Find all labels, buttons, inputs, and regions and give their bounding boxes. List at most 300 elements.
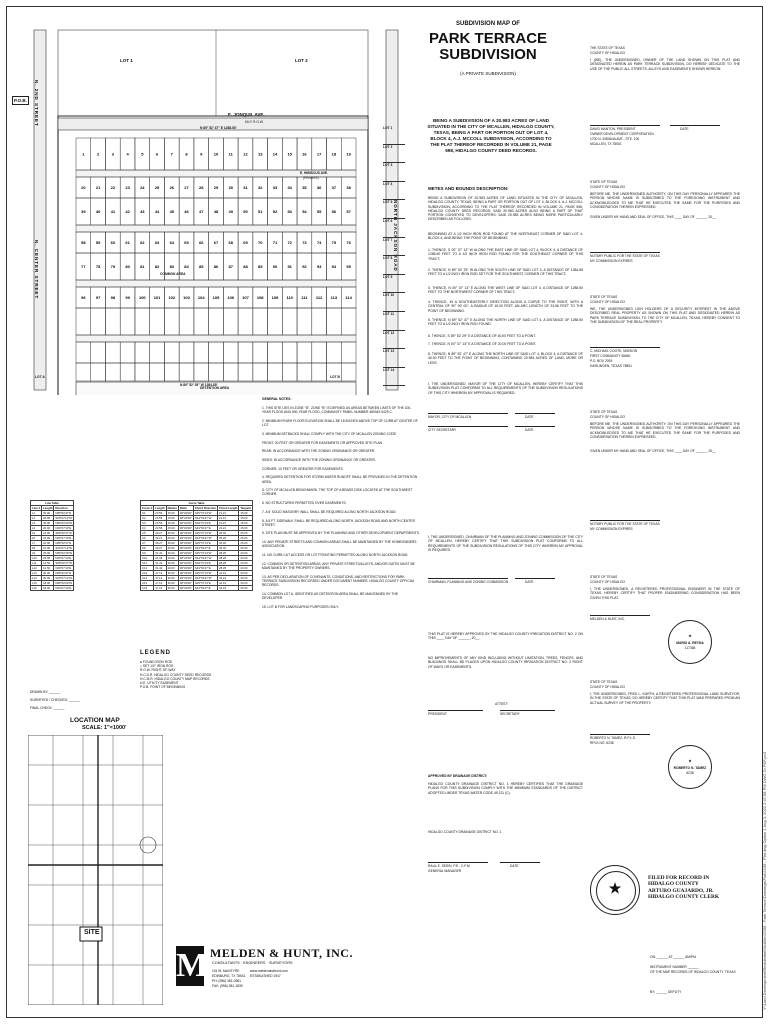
right-lot-label: LOT 8 [383, 256, 405, 275]
lot-number: 94 [331, 264, 337, 269]
notary-expires: MY COMMISSION EXPIRES [590, 259, 633, 263]
table-cell: L5 [31, 531, 42, 536]
lot-parcel [209, 308, 224, 335]
lot-number: 91 [287, 264, 292, 269]
lot-number: 25 [154, 185, 160, 190]
lot-number: 4 [126, 151, 129, 157]
right-lot-label: LOT 12 [383, 331, 405, 350]
table-header: Delta [178, 506, 193, 511]
table-cell: 28.28 [218, 556, 239, 561]
table-cell: C1 [141, 511, 154, 516]
lot-number: 88 [243, 264, 248, 269]
lot-parcel [327, 308, 342, 335]
lot-number: 6 [155, 151, 159, 157]
table-cell: 21.21 [218, 511, 239, 516]
table-cell: 30.00 [239, 586, 253, 591]
lot-number: 53 [287, 209, 292, 214]
lot-number: 72 [287, 240, 292, 245]
lot-number: 43 [140, 209, 145, 214]
lot-parcel [105, 308, 120, 335]
county-seal: ★ [590, 865, 640, 915]
pob-label: P.O.B. [12, 96, 29, 105]
right-lot-label: LOT 3 [383, 163, 405, 182]
lot-number: 31 [243, 185, 248, 190]
table-cell: 21.21 [218, 526, 239, 531]
legend-item: P.O.B. POINT OF BEGINNING [140, 685, 186, 690]
plat-description: BEING A SUBDIVISION OF A 20.983 ACRES OF LAND SITUATED IN THE CITY OF MCALLEN, HIDALGO COUNTY, TEXAS, BEING A PART OR PORTION OUT OF LOT 4, BLOCK 4, A.J. MCCOLL SUBDIVISION, ACCORDING TO THE PLAT THEREOF RECORDED IN VOLUME 21, PAGE 598, HIDALGO COUNTY DEED RECORDS. [427, 118, 555, 153]
lot-parcel [179, 308, 194, 335]
lot-parcel [164, 363, 179, 381]
location-map-heading: LOCATION MAP [70, 717, 120, 724]
lot-number: 64 [169, 240, 175, 245]
note-item: 8. A 5 FT. SIDEWALK SHALL BE REQUIRED ALONG NORTH JACKSON ROAD AND NORTH CENTER STREET. [262, 518, 415, 527]
lot-number: 83 [169, 264, 175, 269]
notary2-seal: GIVEN UNDER MY HAND AND SEAL OF OFFICE, THIS ____ DAY OF ______, 20__. [590, 449, 717, 453]
table-cell: 90°00'00" [179, 586, 192, 590]
table-cell: 20.00 [239, 556, 253, 561]
lot-number: 67 [213, 240, 219, 245]
table-cell: L3 [31, 521, 42, 526]
lien-bank: FIRST COMMUNITY BANK [590, 354, 631, 358]
table-header: Length [43, 506, 53, 510]
lot-number: 106 [227, 295, 235, 300]
table-cell: 90°00'00" [179, 536, 192, 540]
lot-number: 101 [153, 295, 161, 300]
table-cell: 15.00 [42, 536, 54, 541]
filed-on: ON: ______ AT ______ AM/PM [650, 955, 696, 959]
lot-number: 32 [257, 185, 263, 190]
legend-heading: LEGEND [140, 650, 172, 656]
table-cell: 25.00 [42, 556, 54, 561]
table-cell: S44°52'47"E [193, 526, 217, 531]
lot-parcel [164, 342, 179, 363]
table-cell: N44°52'47"W [193, 556, 217, 561]
table-cell: 25.00 [239, 546, 253, 551]
table-cell: 90°00'00" [179, 531, 192, 535]
lot-number: 108 [256, 295, 264, 300]
lot-number: 77 [81, 264, 86, 269]
surveyor-text: I, THE UNDERSIGNED, FRED L. KURTH, A REGISTERED PROFESSIONAL LAND SURVEYOR, IN THE STATE OF TEXAS, DO HEREBY CERTIFY THAT THIS PLAT WAS PREPARED FROM AN ACTUAL SURVEY OF THE PROPERTY. [590, 692, 740, 705]
lot-number: 48 [213, 209, 219, 214]
table-cell: L14 [31, 576, 42, 581]
planning-date: DATE [525, 580, 534, 584]
filed-line1: FILED FOR RECORD IN [648, 875, 710, 881]
table-cell: C2 [141, 516, 154, 521]
table-cell: S00°07'13"W [55, 576, 72, 580]
lot-number: 86 [213, 264, 219, 269]
lot-number: 85 [199, 264, 204, 269]
owner-text: I (WE), THE UNDERSIGNED, OWNER OF THE LAND SHOWN ON THIS PLAT AND DESIGNATED HEREIN AS PARK TERRACE SUBDIVISION, DO HEREBY DEDICATE TO THE USE OF THE PUBLIC ALL STREETS, ALLEYS AND EASEMENTS SHOWN HEREON. [590, 58, 740, 71]
table-cell: 90°00'00" [179, 521, 192, 525]
engineer-seal-name: MARIO A. REYNA [676, 641, 704, 645]
lot-number: 66 [199, 240, 204, 245]
table-cell: L15 [31, 581, 42, 586]
lot-number: 7 [170, 151, 173, 157]
location-map [28, 735, 163, 1005]
firm-phone: PH: (956) 381-0981 [212, 979, 241, 983]
lot-number: 50 [243, 209, 248, 214]
map-of-label: SUBDIVISION MAP OF [456, 21, 520, 27]
adjacent-parcel [58, 30, 368, 116]
center-street-label: N. CENTER STREET [34, 240, 39, 300]
firm-addr2: EDINBURG, TX 78541 [212, 974, 246, 978]
metes-p6: 4. THENCE, IN A SOUTHEASTERLY DIRECTION ALONG A CURVE TO THE RIGHT, WITH A CENTRAL OF 90° 00' 00", A RADIUS OF 15.00 FEET, AN ARC LENGTH OF 23.56 FEET TO THE POINT OF BEGINNING. [428, 300, 583, 313]
lot-number: 16 [302, 151, 307, 157]
legend-item: ○ SET 1/2" IRON ROD [140, 664, 174, 669]
table-header: Line # [32, 506, 41, 510]
lot-number: 82 [154, 264, 160, 269]
surveyor-name: ROBERTO N. TAMEZ, R.P.L.S. [590, 736, 636, 740]
lot-number: 40 [95, 209, 101, 214]
lot-parcel [327, 342, 342, 363]
lot-number: 113 [330, 295, 338, 300]
lien-city: HARLINGEN, TEXAS 78551 [590, 364, 632, 368]
table-cell: N45°07'13"E [193, 541, 217, 546]
table-cell: 42.43 [218, 586, 239, 591]
jonquil-label: E. JONQUIL AVE. [228, 112, 265, 117]
table-cell: S89°52'47"W [55, 561, 72, 565]
filed-line3: ARTURO GUAJARDO, JR. [648, 887, 714, 894]
notary2-public: NOTARY PUBLIC FOR THE STATE OF TEXAS [590, 522, 660, 526]
metes-p1: BEING A SUBDIVISION OF 20.983 ACRES OF LAND SITUATED IN THE CITY OF MCALLEN, HIDALGO COUNTY, TEXAS, BEING A PART OR PORTION OUT OF LOT 4, BLOCK 4, A.J. MCCOLL SUBDIVISION, ACCORDING TO THE PLAT THEREOF RECORDED IN VOLUME 21, PAGE 598, HIDALGO COUNTY DEED RECORDS; SAID 20.983 ACRES ALSO BEING A PART OF THAT PORTION CONVEYED TO DEVELOPERS; SAID 20.983 ACRES BEING MORE PARTICULARLY DESCRIBED AS FOLLOWS: [428, 196, 583, 222]
lot-b-label: LOT B [330, 375, 340, 379]
table-cell: 23.56 [154, 526, 166, 531]
metes-p5: 3. THENCE, N 00° 07' 13" E ALONG THE WEST LINE OF SAID LOT 4, A DISTANCE OF 1288.50 FEET TO THE NORTHWEST CORNER OF THIS TRACT; [428, 286, 583, 295]
common-area-label: COMMON AREA [160, 272, 186, 276]
lot-parcel [194, 342, 209, 363]
notary2-text: BEFORE ME, THE UNDERSIGNED AUTHORITY, ON THIS DAY PERSONALLY APPEARED THE PERSON WHOSE NAME IS SUBSCRIBED TO THE FOREGOING INSTRUMENT AND ACKNOWLEDGED TO ME THAT HE EXECUTED THE SAME FOR THE PURPOSES AND CONSIDERATION THEREIN EXPRESSED. [590, 422, 740, 439]
owner-address: 1700 N. INDIANA AVE., STE. 100 [590, 137, 640, 141]
lot-number: 92 [302, 264, 307, 269]
owner-state: THE STATE OF TEXAS [590, 46, 625, 50]
lot-parcel [135, 342, 150, 363]
lot-number: 95 [346, 264, 351, 269]
table-header: Chord Length [219, 506, 238, 510]
metes-p10: 8. THENCE, N 89° 52' 47" E ALONG THE NORTH LINE OF SAID LOT 4, BLOCK 4, A DISTANCE OF 40.00 FEET TO THE POINT OF BEGINNING, CONTAINING 20.983 ACRES OF LAND, MORE OR LESS. [428, 352, 583, 365]
lot-parcel [312, 363, 327, 381]
hibiscus-label: E. HIBISCUS AVE. [300, 171, 329, 175]
table-cell: 20.00 [166, 556, 178, 561]
table-cell: 90°00'00" [179, 561, 192, 565]
table-cell: 25.00 [166, 531, 178, 536]
metes-p7: 5. THENCE, N 89° 52' 47" E ALONG THE NORTH LINE OF SAID LOT 4, A DISTANCE OF 1288.50 FEET TO A 1/2 INCH IRON ROD FOUND. [428, 318, 583, 327]
table-cell: 30.00 [42, 571, 54, 576]
table-cell: 18.00 [42, 586, 54, 591]
owner-date: DATE [680, 127, 689, 131]
lot-parcel [238, 342, 253, 363]
table-cell: 47.12 [154, 586, 166, 591]
lot-parcel [179, 342, 194, 363]
lot-a-label: LOT A [35, 375, 45, 379]
table-cell: C12 [141, 566, 154, 571]
note-item: 11. NO CURB CUT ACCESS OR LOT FRONTING PERMITTED ALONG NORTH JACKSON ROAD. [262, 553, 409, 558]
lot-number: 100 [138, 295, 146, 300]
table-cell: 20.00 [42, 526, 54, 531]
city-secretary: CITY SECRETARY [428, 428, 457, 432]
lot-number: 28 [199, 185, 204, 190]
mayor-sig: MAYOR, CITY OF MCALLEN [428, 415, 472, 419]
table-title: Curve Table [141, 501, 253, 506]
lot-number: 44 [154, 209, 160, 214]
legend-item: H.C.D.R. HIDALGO COUNTY DEED RECORDS [140, 672, 212, 677]
table-cell: L12 [31, 566, 42, 571]
table-cell: 25.00 [166, 536, 178, 541]
table-header: Radius [167, 506, 177, 510]
lot-number: 69 [243, 240, 248, 245]
lot-number: 29 [213, 185, 219, 190]
lot-parcel [209, 363, 224, 381]
note-item: 9. SITE PLAN MUST BE APPROVED BY THE PLANNING AND OTHER DEVELOPMENT DEPARTMENTS. [262, 531, 420, 536]
right-lot-label: LOT 7 [383, 238, 405, 257]
lot-parcel [223, 308, 238, 335]
surveyed-by: SURVEYED / CHECKED: ______ [30, 698, 80, 702]
lot-parcel [268, 308, 283, 335]
table-cell: 90°00'00" [179, 581, 192, 585]
lot-parcel [120, 363, 135, 381]
lot-parcel [135, 308, 150, 335]
surveyor-seal-num: 6238 [686, 771, 694, 775]
table-cell: N89°52'47"E [54, 571, 74, 576]
table-cell: 20.00 [166, 566, 178, 571]
lot-number: 81 [140, 264, 145, 269]
table-cell: 25.00 [239, 536, 253, 541]
surveyor-seal-name: ROBERTO N. TAMEZ [673, 766, 707, 770]
lot2-label: LOT 2 [295, 58, 308, 63]
owner-company: OWNER DEVELOPMENT CORPORATION [590, 132, 654, 136]
lot-parcel [91, 342, 106, 363]
lot-number: 55 [316, 209, 322, 214]
lot-number: 59 [95, 240, 101, 245]
lot-number: 80 [125, 264, 130, 269]
metes-heading: METES AND BOUNDS DESCRIPTION: [428, 186, 509, 191]
legend-list [140, 660, 250, 689]
lot-number: 5 [141, 151, 144, 157]
table-cell: 15.00 [239, 511, 253, 516]
planning-sig: CHAIRMAN, PLANNING AND ZONING COMMISSION [428, 580, 509, 584]
planning-text: I, THE UNDERSIGNED, CHAIRMAN OF THE PLANNING AND ZONING COMMISSION OF THE CITY OF MCALLEN, HEREBY CERTIFY THAT THIS SUBDIVISION PLAT CONFORMS TO ALL REQUIREMENTS OF THE SUBDIVISION REGULATIONS OF THIS CITY WHEREIN MY APPROVAL IS REQUIRED. [428, 535, 583, 552]
right-lot-label: LOT 2 [383, 145, 405, 164]
note-item: SIDES: IN ACCORDANCE WITH THE ZONING ORDINANCE OR GREATER. [262, 457, 376, 462]
table-cell: 20.00 [239, 551, 253, 556]
table-cell: 31.42 [154, 566, 166, 571]
table-cell: 30.00 [166, 586, 178, 591]
table-cell: 15.00 [166, 521, 178, 526]
note-item: 1. THIS SITE LIES IN ZONE "B". ZONE "B" IS DEFINED AS AREAS BETWEEN LIMITS OF THE 100-YEAR FLOOD AND 500-YEAR FLOOD, COMMUNITY PANEL NUMBER 480343 0425 C. [262, 406, 412, 415]
filed-line2: HIDALGO COUNTY [648, 881, 699, 888]
lot-number: 39 [81, 209, 86, 214]
lot-number: 1 [82, 151, 85, 157]
metes-p3: 1. THENCE, S 00° 07' 13" W ALONG THE EAST LINE OF SAID LOT 4, BLOCK 4, A DISTANCE OF 1288.50 FEET TO A 1/2 INCH IRON ROD FOUND FOR THE SOUTHEAST CORNER OF THIS TRACT; [428, 248, 583, 261]
lot-number: 3 [111, 151, 114, 157]
legend-item: H.C.M.R. HIDALGO COUNTY MAP RECORDS [140, 676, 210, 681]
lot-number: 93 [316, 264, 322, 269]
lot-number: 70 [257, 240, 263, 245]
lot-number: 41 [110, 209, 116, 214]
table-cell: 15.00 [239, 521, 253, 526]
lien-box: P.O. BOX 2093 [590, 359, 613, 363]
lot-number: 62 [140, 240, 145, 245]
lot-parcel [282, 308, 297, 335]
lot-parcel [297, 342, 312, 363]
table-cell: S45°07'13"W [193, 571, 217, 576]
table-cell: C11 [141, 561, 154, 566]
table-cell: N45°07'13"E [193, 581, 217, 586]
legend-item: R.O.W. RIGHT-OF-WAY [140, 668, 176, 673]
table-cell: N44°52'47"W [193, 516, 217, 521]
private-label: (A PRIVATE SUBDIVISION) [460, 71, 516, 77]
table-cell: 23.56 [154, 521, 166, 526]
lot-number: 71 [272, 240, 278, 245]
lot-parcel [150, 363, 165, 381]
lot-number: 87 [228, 264, 233, 269]
table-cell: 28.28 [218, 566, 239, 571]
table-cell: 28.28 [218, 551, 239, 556]
lot-parcel [91, 308, 106, 335]
lot-number: 112 [315, 295, 323, 300]
table-cell: 42.43 [218, 571, 239, 576]
table-cell: 40.00 [42, 521, 54, 526]
lot-number: 23 [125, 185, 130, 190]
right-lot-label: LOT 6 [383, 219, 405, 238]
table-cell: L13 [31, 571, 42, 576]
subdivision-name-1: PARK TERRACE [428, 30, 548, 48]
notes-heading: GENERAL NOTES: [262, 397, 292, 401]
plat-boundary [58, 116, 368, 395]
table-cell: 30.00 [239, 581, 253, 586]
notary-seal: GIVEN UNDER MY HAND AND SEAL OF OFFICE, THIS ____ DAY OF ______, 20__. [590, 215, 717, 219]
table-cell: 18.00 [42, 581, 54, 586]
lot-parcel [268, 363, 283, 381]
lot-number: 90 [272, 264, 278, 269]
lot-number: 15 [287, 151, 292, 157]
lot-parcel [297, 363, 312, 381]
lot-parcel [282, 342, 297, 363]
lot-parcel [223, 342, 238, 363]
table-cell: 90°00'00" [179, 556, 192, 560]
table-cell: N44°52'47"W [193, 536, 217, 541]
lot-parcel [341, 342, 356, 363]
table-header: Tangent [240, 506, 252, 510]
irrigation-president: PRESIDENT [428, 712, 447, 716]
lot-number: 109 [271, 295, 279, 300]
table-cell: 35.36 [218, 531, 239, 536]
lot-parcel [268, 342, 283, 363]
irrigation-text2: NO IMPROVEMENTS OF ANY KIND INCLUDING WITHOUT LIMITATION, TREES, FENCES, AND BUILDINGS SHALL BE PLACED UPON HIDALGO COUNTY IRRIGATION DISTRICT NO. 2 RIGHT OF WAYS OR EASEMENTS. [428, 656, 583, 669]
table-cell: 23.56 [154, 511, 166, 516]
table-cell: 28.28 [218, 561, 239, 566]
lot-number: 13 [257, 151, 263, 157]
table-title: Line Table [31, 501, 74, 506]
note-item: 4. REQUIRED DETENTION FOR STORM WATER RUNOFF SHALL BE PROVIDED IN THE DETENTION AREA. [262, 475, 418, 484]
table-cell: C9 [141, 551, 154, 556]
lot-parcel [76, 308, 91, 335]
table-cell: S44°52'47"E [193, 566, 217, 571]
lot-number: 11 [228, 151, 233, 157]
lot-parcel [194, 363, 209, 381]
surveyor-state: STATE OF TEXAS [590, 680, 618, 684]
table-cell: L7 [31, 541, 42, 546]
table-cell: L8 [31, 546, 42, 551]
subdivision-name-2: SUBDIVISION [439, 46, 537, 64]
notary-state: STATE OF TEXAS [590, 180, 618, 184]
table-cell: 90°00'00" [179, 566, 192, 570]
firm-fax: FAX: (956) 381-1839 [212, 984, 243, 988]
lot-parcel [135, 363, 150, 381]
lot-number: 35 [302, 185, 307, 190]
table-cell: N00°07'13"E [54, 586, 74, 591]
table-header: Length [155, 506, 165, 510]
lot-number: 12 [243, 151, 248, 157]
owner-county: COUNTY OF HIDALGO [590, 51, 626, 55]
table-cell: N89°52'47"E [54, 541, 74, 546]
right-lot-label: LOT 14 [383, 368, 405, 387]
lot-number: 56 [331, 209, 337, 214]
lot-parcel [341, 308, 356, 335]
table-row [141, 586, 253, 591]
notary2-county: COUNTY OF HIDALGO [590, 415, 626, 419]
lot-number: 61 [125, 240, 130, 245]
table-cell: N00°07'13"E [54, 556, 74, 561]
note-item: CORNER: 10 FEET OR GREATER FOR EASEMENTS. [262, 466, 344, 471]
engineer-seal-num: 117368 [684, 646, 696, 650]
legend-item: U.E. UTILITY EASEMENT [140, 681, 179, 686]
table-cell: 90°00'00" [179, 576, 192, 580]
subdivision-map [6, 20, 416, 395]
table-cell: C15 [141, 581, 154, 586]
table-cell: 90°00'00" [179, 546, 192, 550]
table-cell: N45°07'13"E [193, 561, 217, 566]
table-cell: S00°07'13"W [55, 516, 72, 520]
table-cell: L10 [31, 556, 42, 561]
lot-number: 10 [213, 151, 219, 157]
table-cell: 20.00 [166, 551, 178, 556]
lot-number: 105 [212, 295, 220, 300]
lot-number: 18 [331, 151, 337, 157]
table-cell: 15.00 [239, 526, 253, 531]
table-cell: 30.00 [239, 571, 253, 576]
lot-parcel [312, 308, 327, 335]
note-item: 10. ANY PRIVATE STREETS AND COMMON AREAS SHALL BE MAINTAINED BY THE HOMEOWNERS ASSOCIATION. [262, 540, 417, 549]
lot-number: 19 [346, 151, 351, 157]
surveyor-num: RPLS NO. 6238 [590, 741, 614, 745]
table-cell: 39.27 [154, 531, 166, 536]
table-cell: 90°00'00" [179, 551, 192, 555]
table-cell: 30.00 [42, 576, 54, 581]
legend-item: ● FOUND IRON ROD [140, 660, 173, 664]
drainage-text: HIDALGO COUNTY DRAINAGE DISTRICT NO. 1 HEREBY CERTIFIES THAT THE DRAINAGE PLANS FOR THIS SUBDIVISION COMPLY WITH THE MINIMUM STANDARDS OF THE DISTRICT ADOPTED UNDER TEXAS WATER CODE 49.211 (C). [428, 782, 583, 795]
right-lot-label: LOT 13 [383, 349, 405, 368]
table-cell: 12.50 [42, 561, 54, 566]
lot-parcel [341, 363, 356, 381]
lien-text: WE, THE UNDERSIGNED LIEN HOLDERS OF A SECURITY INTEREST IN THE ABOVE DESCRIBED REAL PROPERTY AS SHOWN ON THIS PLAT AND DESIGNATED HEREIN AS PARK TERRACE SUBDIVISION, TO THE CITY OF MCALLEN, TEXAS, HEREBY CONSENT TO THE SUBDIVISION OF THE REAL PROPERTY. [590, 307, 740, 324]
table-cell: 30.00 [166, 571, 178, 576]
notary-text: BEFORE ME, THE UNDERSIGNED AUTHORITY, ON THIS DAY PERSONALLY APPEARED THE PERSON WHOSE NAME IS SUBSCRIBED TO THE FOREGOING INSTRUMENT AND ACKNOWLEDGED TO ME THAT HE EXECUTED THE SAME FOR THE PURPOSES AND CONSIDERATION THEREIN EXPRESSED. [590, 192, 740, 209]
firm-established: ESTABLISHED 1947 [250, 974, 281, 978]
filed-block [648, 875, 719, 901]
table-cell: N89°52'29"W [55, 521, 73, 525]
lot-number: 24 [140, 185, 145, 190]
lot-number: 22 [110, 185, 116, 190]
lien-state: STATE OF TEXAS [590, 295, 618, 299]
lot-number: 104 [197, 295, 205, 300]
table-cell: N00°07'13"E [54, 536, 74, 541]
table-cell: C7 [141, 541, 154, 546]
lot-number: 21 [95, 185, 101, 190]
note-item: 5. CITY OF MCALLEN BENCHMARK: THE TOP OF A BRASS DISK LOCATED AT THE SOUTHWEST CORNER. [262, 488, 413, 497]
lot-parcel [150, 342, 165, 363]
table-cell: 31.42 [154, 561, 166, 566]
table-cell: C10 [141, 556, 154, 561]
